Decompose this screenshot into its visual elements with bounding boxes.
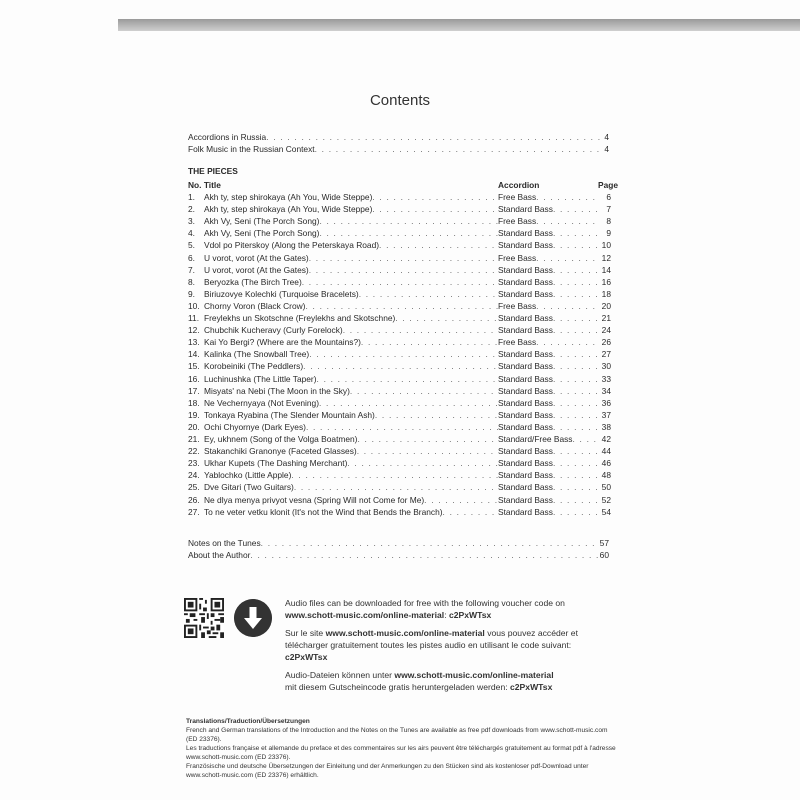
piece-page: 12: [601, 252, 611, 263]
leader-dots: [309, 348, 498, 360]
piece-page: 21: [601, 313, 611, 323]
piece-title: Akh Vy, Seni (The Porch Song): [204, 216, 320, 227]
scan-edge-bar: [118, 19, 800, 31]
piece-page: 34: [601, 385, 611, 396]
leader-dots: [372, 203, 498, 215]
piece-accordion: Standard Bass: [498, 264, 553, 275]
piece-title: Beryozka (The Birch Tree): [204, 276, 302, 287]
piece-title-cell: [204, 457, 498, 469]
leader-dots: [357, 433, 498, 445]
leader-dots: [266, 131, 604, 143]
piece-accordion-cell: [498, 494, 599, 506]
piece-accordion: Standard Bass: [498, 228, 553, 239]
piece-number: 13.: [188, 337, 200, 348]
piece-title-cell: [204, 191, 498, 203]
piece-title-cell: [204, 494, 498, 506]
leader-dots: [553, 360, 599, 372]
leader-dots: [553, 239, 599, 251]
piece-page: 46: [601, 458, 611, 469]
leader-dots: [553, 469, 599, 481]
piece-accordion-cell: [498, 360, 599, 372]
piece-accordion-cell: [498, 433, 599, 445]
piece-title: Kalinka (The Snowball Tree): [204, 349, 310, 360]
piece-accordion-cell: [498, 300, 599, 312]
audio-line-en-2: www.schott-music.com/online-material: c2PxWTsx: [285, 610, 492, 620]
leader-dots: [553, 288, 599, 300]
piece-number: 26.: [188, 494, 200, 505]
piece-accordion: Standard Bass: [498, 276, 553, 287]
audio-url-link-fr[interactable]: www.schott-music.com/online-material: [325, 628, 485, 638]
leader-dots: [553, 348, 599, 360]
piece-title-cell: [204, 421, 498, 433]
piece-number: 16.: [188, 373, 200, 384]
piece-page: 14: [601, 264, 611, 275]
leader-dots: [303, 360, 498, 372]
piece-row[interactable]: [188, 385, 611, 397]
piece-row[interactable]: [188, 252, 611, 264]
piece-accordion-cell: [498, 264, 599, 276]
column-header-page: Page: [598, 180, 619, 190]
piece-accordion-cell: [498, 469, 599, 481]
piece-title-cell: [204, 481, 498, 493]
audio-line-de-1: [285, 669, 554, 681]
piece-number: 1.: [188, 192, 195, 202]
piece-accordion: Standard Bass: [498, 409, 553, 420]
leader-dots: [536, 215, 599, 227]
piece-number: 5.: [188, 240, 195, 251]
piece-title: Akh ty, step shirokaya (Ah You, Wide Steppe): [204, 204, 373, 215]
piece-accordion-cell: [498, 239, 599, 251]
piece-accordion: Standard Bass: [498, 349, 553, 360]
piece-accordion-cell: [498, 203, 599, 215]
toc-entry-page: 57: [599, 538, 609, 548]
piece-title-cell: [204, 433, 498, 445]
leader-dots: [553, 373, 599, 385]
toc-entry-page: 4: [604, 144, 609, 154]
leader-dots: [553, 312, 599, 324]
piece-accordion: Standard Bass: [498, 494, 553, 505]
piece-page: 37: [601, 409, 611, 420]
piece-title-cell: [204, 373, 498, 385]
audio-line-de-2: [285, 681, 552, 693]
piece-page: 9: [606, 228, 611, 239]
piece-title-cell: [204, 469, 498, 481]
piece-number: 24.: [188, 470, 200, 481]
piece-row[interactable]: [188, 264, 611, 276]
leader-dots: [261, 537, 600, 549]
toc-entry-page: 4: [604, 132, 609, 142]
voucher-code-fr: c2PxWTsx: [285, 652, 328, 662]
piece-page: 54: [601, 506, 611, 517]
piece-title: Tonkaya Ryabina (The Slender Mountain Ash): [204, 409, 375, 420]
piece-accordion-cell: [498, 215, 599, 227]
piece-page: 44: [601, 446, 611, 457]
page-title: Contents: [369, 92, 431, 109]
piece-title: U vorot, vorot (At the Gates): [204, 264, 309, 275]
leader-dots: [553, 227, 599, 239]
piece-number: 18.: [188, 397, 200, 408]
leader-dots: [536, 191, 599, 203]
leader-dots: [357, 445, 498, 457]
leader-dots: [536, 300, 599, 312]
piece-accordion: Standard Bass: [498, 204, 553, 215]
piece-title-cell: [204, 215, 498, 227]
voucher-code: c2PxWTsx: [448, 610, 492, 620]
piece-title-cell: [204, 324, 498, 336]
piece-title-cell: [204, 276, 498, 288]
piece-number: 4.: [188, 228, 195, 239]
leader-dots: [536, 336, 599, 348]
leader-dots: [553, 203, 599, 215]
piece-title: Vdol po Piterskoy (Along the Peterskaya Road): [204, 240, 380, 251]
leader-dots: [424, 494, 498, 506]
piece-accordion: Standard Bass: [498, 288, 553, 299]
piece-row[interactable]: [188, 409, 611, 421]
piece-row[interactable]: [188, 288, 611, 300]
piece-title-cell: [204, 397, 498, 409]
leader-dots: [309, 264, 498, 276]
leader-dots: [553, 324, 599, 336]
piece-page: 10: [601, 240, 611, 251]
audio-line-fr-3: [285, 651, 327, 663]
leader-dots: [553, 264, 599, 276]
leader-dots: [572, 433, 599, 445]
piece-row[interactable]: [188, 397, 611, 409]
piece-title: To ne veter vetku klonit (It's not the Wind that Bends the Branch): [204, 506, 443, 517]
piece-number: 15.: [188, 361, 200, 372]
audio-url-link-de[interactable]: www.schott-music.com/online-material: [394, 670, 554, 680]
piece-accordion-cell: [498, 227, 599, 239]
piece-accordion: Standard Bass: [498, 446, 553, 457]
toc-entry-label: About the Author: [188, 550, 251, 560]
leader-dots: [553, 457, 599, 469]
leader-dots: [375, 409, 498, 421]
piece-title-cell: [204, 409, 498, 421]
leader-dots: [553, 409, 599, 421]
piece-title-cell: [204, 506, 498, 518]
leader-dots: [395, 312, 498, 324]
piece-accordion: Standard Bass: [498, 470, 553, 481]
piece-row[interactable]: [188, 336, 611, 348]
piece-title: Akh Vy, Seni (The Porch Song): [204, 228, 320, 239]
piece-title: Biriuzovye Kolechki (Turquoise Bracelets): [204, 288, 359, 299]
audio-de-text-1: Audio-Dateien können unter: [285, 670, 393, 680]
toc-entry[interactable]: [188, 537, 609, 549]
leader-dots: [347, 457, 498, 469]
piece-accordion-cell: [498, 445, 599, 457]
piece-number: 25.: [188, 482, 200, 493]
piece-number: 20.: [188, 421, 200, 432]
leader-dots: [291, 469, 498, 481]
audio-fr-text-1: Sur le site: [285, 628, 324, 638]
audio-fr-text-2: vous pouvez accéder et: [487, 628, 578, 638]
leader-dots: [553, 385, 599, 397]
leader-dots: [319, 215, 498, 227]
piece-title-cell: [204, 203, 498, 215]
leader-dots: [553, 397, 599, 409]
piece-row[interactable]: [188, 506, 611, 518]
leader-dots: [317, 373, 498, 385]
piece-accordion-cell: [498, 276, 599, 288]
piece-accordion-cell: [498, 481, 599, 493]
qr-code-icon[interactable]: [184, 598, 224, 638]
leader-dots: [294, 481, 498, 493]
piece-accordion-cell: [498, 336, 599, 348]
piece-page: 7: [606, 204, 611, 215]
toc-entry[interactable]: [188, 549, 609, 561]
piece-accordion-cell: [498, 312, 599, 324]
leader-dots: [553, 445, 599, 457]
piece-accordion-cell: [498, 385, 599, 397]
piece-page: 6: [606, 192, 611, 202]
piece-title-cell: [204, 239, 498, 251]
piece-accordion-cell: [498, 324, 599, 336]
piece-accordion: Standard Bass: [498, 325, 553, 336]
piece-row[interactable]: [188, 494, 611, 506]
piece-row[interactable]: [188, 203, 611, 215]
leader-dots: [361, 336, 498, 348]
piece-accordion: Standard Bass: [498, 506, 553, 517]
piece-number: 11.: [188, 313, 200, 323]
piece-accordion: Free Bass: [498, 300, 537, 311]
leader-dots: [553, 506, 599, 518]
leader-dots: [319, 397, 498, 409]
piece-accordion: Standard/Free Bass: [498, 434, 573, 444]
piece-page: 50: [601, 482, 611, 493]
piece-accordion: Standard Bass: [498, 240, 553, 251]
piece-number: 3.: [188, 216, 195, 227]
piece-row[interactable]: [188, 421, 611, 433]
piece-title-cell: [204, 360, 498, 372]
piece-page: 27: [601, 349, 611, 360]
piece-number: 17.: [188, 385, 200, 396]
piece-number: 6.: [188, 252, 195, 263]
pieces-heading: THE PIECES: [188, 166, 238, 176]
toc-entry-label: Folk Music in the Russian Context: [188, 144, 315, 154]
leader-dots: [553, 494, 599, 506]
audio-line-fr-1: [285, 627, 578, 639]
piece-accordion: Standard Bass: [498, 482, 553, 493]
toc-entry-label: Notes on the Tunes: [188, 538, 261, 548]
translations-fr: Les traductions française et allemande du preface et des commentaires sur les airs peuvent être téléchargés gratuitement au format pdf à l'adresse www.schott-music.com (ED 23376).: [186, 745, 616, 761]
piece-row[interactable]: [188, 300, 611, 312]
piece-accordion-cell: [498, 288, 599, 300]
piece-accordion: Standard Bass: [498, 385, 553, 396]
piece-title: Ukhar Kupets (The Dashing Merchant): [204, 458, 348, 469]
leader-dots: [319, 227, 498, 239]
leader-dots: [305, 300, 498, 312]
piece-title: Misyats' na Nebi (The Moon in the Sky): [204, 385, 350, 396]
piece-accordion-cell: [498, 457, 599, 469]
piece-page: 26: [601, 337, 611, 348]
piece-title-cell: [204, 227, 498, 239]
piece-row[interactable]: [188, 457, 611, 469]
piece-row[interactable]: [188, 276, 611, 288]
piece-accordion: Standard Bass: [498, 421, 553, 432]
piece-accordion-cell: [498, 191, 599, 203]
leader-dots: [443, 506, 498, 518]
voucher-code-de: c2PxWTsx: [510, 682, 553, 692]
piece-number: 8.: [188, 276, 195, 287]
audio-url-link[interactable]: www.schott-music.com/online-material: [285, 610, 445, 620]
piece-accordion-cell: [498, 348, 599, 360]
piece-title-cell: [204, 288, 498, 300]
leader-dots: [306, 421, 498, 433]
leader-dots: [315, 143, 605, 155]
toc-entry-page: 60: [599, 550, 609, 560]
translations-de: Französische und deutsche Übersetzungen der Einleitung und der Anmerkungen zu den Stücken sind als kostenloser pdf-Download unter www.schott-music.com (ED 23376) erhältlich.: [186, 763, 589, 779]
piece-number: 14.: [188, 349, 200, 360]
piece-number: 9.: [188, 288, 195, 299]
translations-en: French and German translations of the Introduction and the Notes on the Tunes are available as free pdf downloads from www.schott-music.com (ED 23376).: [186, 727, 608, 743]
piece-title: U vorot, vorot (At the Gates): [204, 252, 309, 263]
toc-entry[interactable]: [188, 131, 609, 143]
piece-title-cell: [204, 336, 498, 348]
piece-title: Kai Yo Bergi? (Where are the Mountains?): [204, 337, 361, 348]
piece-page: 20: [601, 300, 611, 311]
piece-accordion-cell: [498, 421, 599, 433]
piece-title-cell: [204, 312, 498, 324]
piece-accordion-cell: [498, 506, 599, 518]
piece-row[interactable]: [188, 348, 611, 360]
piece-title-cell: [204, 252, 498, 264]
leader-dots: [553, 481, 599, 493]
leader-dots: [372, 191, 498, 203]
piece-number: 2.: [188, 204, 195, 215]
piece-title-cell: [204, 348, 498, 360]
piece-row[interactable]: [188, 312, 611, 324]
piece-title: Freylekhs un Skotschne (Freylekhs and Skotschne): [204, 313, 396, 323]
translations-heading: Translations/Traduction/Übersetzungen: [186, 718, 310, 725]
audio-line-fr-2: télécharger gratuitement toutes les pistes audio en utilisant le code suivant:: [285, 640, 572, 650]
piece-page: 8: [606, 216, 611, 227]
piece-title: Luchinushka (The Little Taper): [204, 373, 317, 384]
piece-accordion-cell: [498, 409, 599, 421]
piece-accordion: Standard Bass: [498, 361, 553, 372]
piece-title: Chubchik Kucheravy (Curly Forelock): [204, 325, 343, 336]
piece-number: 12.: [188, 325, 200, 336]
piece-title: Ne Vechernyaya (Not Evening): [204, 397, 319, 408]
piece-title-cell: [204, 300, 498, 312]
piece-title-cell: [204, 445, 498, 457]
piece-title: Ne dlya menya privyot vesna (Spring Will not Come for Me): [204, 494, 425, 505]
piece-page: 16: [601, 276, 611, 287]
piece-page: 52: [601, 494, 611, 505]
piece-row[interactable]: [188, 191, 611, 203]
piece-number: 7.: [188, 264, 195, 275]
piece-title: Dve Gitari (Two Guitars): [204, 482, 294, 493]
leader-dots: [536, 252, 599, 264]
column-header-accordion: Accordion: [498, 180, 540, 190]
piece-title: Ochi Chyornye (Dark Eyes): [204, 421, 306, 432]
piece-row[interactable]: [188, 433, 611, 445]
piece-accordion: Standard Bass: [498, 458, 553, 469]
leader-dots: [250, 549, 599, 561]
piece-number: 22.: [188, 446, 200, 457]
piece-page: 38: [601, 421, 611, 432]
piece-page: 33: [601, 373, 611, 384]
leader-dots: [302, 276, 498, 288]
leader-dots: [553, 276, 599, 288]
piece-page: 18: [601, 288, 611, 299]
leader-dots: [553, 421, 599, 433]
leader-dots: [343, 324, 498, 336]
piece-accordion: Standard Bass: [498, 397, 553, 408]
piece-accordion: Free Bass: [498, 216, 537, 227]
piece-number: 27.: [188, 506, 200, 517]
piece-number: 19.: [188, 409, 200, 420]
piece-accordion: Standard Bass: [498, 313, 553, 323]
piece-row[interactable]: [188, 324, 611, 336]
piece-number: 23.: [188, 458, 200, 469]
piece-accordion-cell: [498, 252, 599, 264]
piece-row[interactable]: [188, 239, 611, 251]
piece-page: 24: [601, 325, 611, 336]
piece-page: 36: [601, 397, 611, 408]
piece-accordion-cell: [498, 397, 599, 409]
toc-entry[interactable]: [188, 143, 609, 155]
piece-title-cell: [204, 385, 498, 397]
piece-accordion: Free Bass: [498, 252, 537, 263]
leader-dots: [350, 385, 498, 397]
piece-accordion: Free Bass: [498, 337, 537, 348]
piece-page: 48: [601, 470, 611, 481]
translations-note: [186, 717, 618, 780]
piece-row[interactable]: [188, 469, 611, 481]
piece-title-cell: [204, 264, 498, 276]
piece-accordion-cell: [498, 373, 599, 385]
leader-dots: [359, 288, 498, 300]
piece-title: Chorny Voron (Black Crow): [204, 300, 306, 311]
piece-title: Korobeiniki (The Peddlers): [204, 361, 304, 372]
piece-page: 30: [601, 361, 611, 372]
piece-title: Yablochko (Little Apple): [204, 470, 292, 481]
piece-row[interactable]: [188, 445, 611, 457]
piece-title: Akh ty, step shirokaya (Ah You, Wide Steppe): [204, 192, 373, 202]
piece-row[interactable]: [188, 215, 611, 227]
piece-row[interactable]: [188, 481, 611, 493]
audio-line-en-1: Audio files can be downloaded for free with the following voucher code on: [285, 598, 565, 608]
piece-row[interactable]: [188, 227, 611, 239]
leader-dots: [379, 239, 498, 251]
piece-row[interactable]: [188, 373, 611, 385]
piece-number: 21.: [188, 434, 200, 444]
leader-dots: [309, 252, 498, 264]
column-header-no-title: No. Title: [188, 180, 221, 190]
piece-page: 42: [601, 434, 611, 444]
download-icon[interactable]: [234, 599, 272, 637]
piece-accordion: Standard Bass: [498, 373, 553, 384]
piece-title: Ey, ukhnem (Song of the Volga Boatmen): [204, 434, 358, 444]
piece-accordion: Free Bass: [498, 192, 537, 202]
toc-entry-label: Accordions in Russia: [188, 132, 267, 142]
piece-row[interactable]: [188, 360, 611, 372]
audio-de-text-2: mit diesem Gutscheincode gratis heruntergeladen werden:: [285, 682, 508, 692]
piece-title: Stakanchiki Granonye (Faceted Glasses): [204, 446, 357, 457]
piece-number: 10.: [188, 300, 200, 311]
